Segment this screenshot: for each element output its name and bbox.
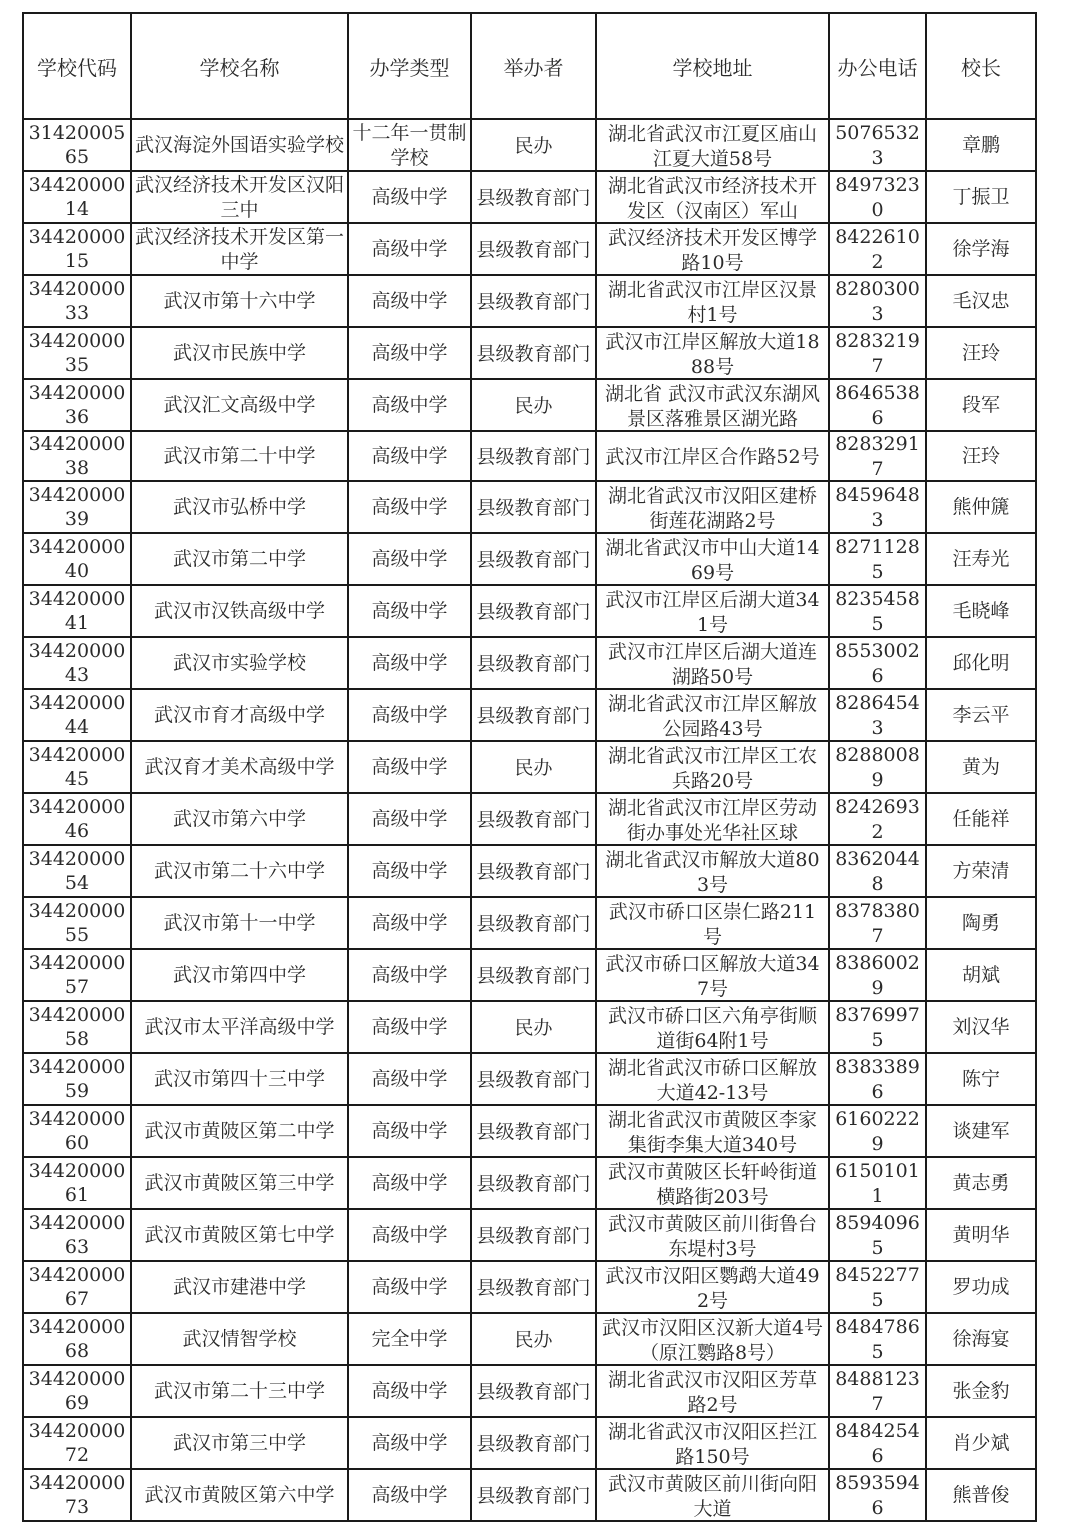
cell-school-code: 3442000038 [23,431,131,481]
cell-school-name: 武汉市第四中学 [131,949,348,1001]
table-row [23,897,1036,949]
table-row [23,1469,1036,1521]
cell-school-code: 3442000040 [23,533,131,585]
table-row [23,275,1036,327]
cell-address: 武汉市黄陂区前川街向阳大道 [596,1469,829,1521]
header-row [23,13,1036,119]
cell-school-name: 武汉市建港中学 [131,1261,348,1313]
table-row [23,1365,1036,1417]
cell-organizer: 县级教育部门 [471,1053,596,1105]
cell-phone: 82832197 [829,327,926,379]
cell-school-type: 高级中学 [348,1105,471,1157]
header-school-code: 学校代码 [23,13,131,119]
cell-school-type: 高级中学 [348,1261,471,1313]
cell-principal: 汪玲 [926,431,1036,481]
table-row [23,1313,1036,1365]
cell-school-code: 3442000014 [23,171,131,223]
cell-school-code: 3442000073 [23,1469,131,1521]
cell-organizer: 县级教育部门 [471,1105,596,1157]
cell-school-name: 武汉市黄陂区第七中学 [131,1209,348,1261]
cell-principal: 肖少斌 [926,1417,1036,1469]
cell-phone: 83833896 [829,1053,926,1105]
cell-school-name: 武汉市第十一中学 [131,897,348,949]
table-row [23,481,1036,533]
cell-phone: 84881237 [829,1365,926,1417]
cell-organizer: 民办 [471,741,596,793]
cell-school-code: 3442000055 [23,897,131,949]
cell-phone: 82880089 [829,741,926,793]
cell-organizer: 县级教育部门 [471,949,596,1001]
cell-address: 湖北省武汉市江岸区劳动街办事处光华社区球 [596,793,829,845]
cell-school-name: 武汉市第三中学 [131,1417,348,1469]
table-row [23,793,1036,845]
cell-address: 湖北省武汉市中山大道1469号 [596,533,829,585]
cell-principal: 陶勇 [926,897,1036,949]
cell-school-code: 3442000046 [23,793,131,845]
cell-address: 武汉市江岸区解放大道1888号 [596,327,829,379]
table-row [23,379,1036,431]
cell-address: 武汉市硚口区解放大道347号 [596,949,829,1001]
cell-school-name: 武汉市第十六中学 [131,275,348,327]
cell-address: 湖北省武汉市江岸区解放公园路43号 [596,689,829,741]
cell-principal: 李云平 [926,689,1036,741]
cell-school-name: 武汉市黄陂区第六中学 [131,1469,348,1521]
cell-school-name: 武汉市第六中学 [131,793,348,845]
table-row [23,1105,1036,1157]
cell-school-code: 3442000059 [23,1053,131,1105]
cell-address: 武汉市江岸区合作路52号 [596,431,829,481]
cell-school-type: 高级中学 [348,897,471,949]
cell-address: 武汉市江岸区后湖大道连湖路50号 [596,637,829,689]
cell-school-type: 高级中学 [348,1469,471,1521]
cell-address: 武汉经济技术开发区博学路10号 [596,223,829,275]
cell-address: 武汉市汉阳区汉新大道4号（原江鹦路8号） [596,1313,829,1365]
cell-school-type: 高级中学 [348,637,471,689]
cell-school-name: 武汉育才美术高级中学 [131,741,348,793]
cell-principal: 熊普俊 [926,1469,1036,1521]
cell-address: 湖北省武汉市解放大道803号 [596,845,829,897]
cell-organizer: 县级教育部门 [471,845,596,897]
cell-organizer: 民办 [471,1313,596,1365]
cell-address: 湖北省武汉市经济技术开发区（汉南区）军山 [596,171,829,223]
cell-principal: 汪玲 [926,327,1036,379]
cell-organizer: 县级教育部门 [471,585,596,637]
cell-school-code: 3442000039 [23,481,131,533]
table-row [23,533,1036,585]
cell-school-type: 高级中学 [348,533,471,585]
cell-school-type: 十二年一贯制学校 [348,119,471,171]
cell-address: 武汉市汉阳区鹦鹉大道492号 [596,1261,829,1313]
table-row [23,585,1036,637]
table-row [23,327,1036,379]
cell-organizer: 县级教育部门 [471,481,596,533]
cell-address: 武汉市硚口区六角亭街顺道街64附1号 [596,1001,829,1053]
cell-school-type: 高级中学 [348,1365,471,1417]
cell-address: 湖北省武汉市汉阳区拦江路150号 [596,1417,829,1469]
cell-school-type: 高级中学 [348,1209,471,1261]
cell-school-code: 3442000033 [23,275,131,327]
cell-principal: 毛汉忠 [926,275,1036,327]
cell-school-code: 3442000015 [23,223,131,275]
cell-phone: 85935946 [829,1469,926,1521]
cell-school-name: 武汉市民族中学 [131,327,348,379]
cell-school-code: 3442000068 [23,1313,131,1365]
cell-phone: 50765323 [829,119,926,171]
cell-principal: 黄志勇 [926,1157,1036,1209]
cell-school-name: 武汉市黄陂区第三中学 [131,1157,348,1209]
cell-phone: 84226102 [829,223,926,275]
cell-school-name: 武汉市育才高级中学 [131,689,348,741]
cell-phone: 82711285 [829,533,926,585]
table-row [23,637,1036,689]
cell-school-code: 3442000036 [23,379,131,431]
cell-school-type: 高级中学 [348,327,471,379]
cell-organizer: 县级教育部门 [471,533,596,585]
cell-school-name: 武汉市第二十三中学 [131,1365,348,1417]
cell-address: 湖北省武汉市汉阳区芳草路2号 [596,1365,829,1417]
cell-organizer: 县级教育部门 [471,431,596,481]
cell-principal: 毛晓峰 [926,585,1036,637]
cell-address: 武汉市黄陂区长轩岭街道横路街203号 [596,1157,829,1209]
cell-school-type: 高级中学 [348,1157,471,1209]
cell-school-code: 3442000044 [23,689,131,741]
cell-principal: 丁振卫 [926,171,1036,223]
cell-principal: 罗功成 [926,1261,1036,1313]
cell-principal: 黄明华 [926,1209,1036,1261]
cell-school-code: 3442000043 [23,637,131,689]
cell-organizer: 县级教育部门 [471,897,596,949]
cell-phone: 82832917 [829,431,926,481]
cell-organizer: 县级教育部门 [471,793,596,845]
table-row [23,431,1036,481]
cell-school-type: 高级中学 [348,689,471,741]
cell-school-name: 武汉经济技术开发区第一中学 [131,223,348,275]
cell-principal: 胡斌 [926,949,1036,1001]
cell-school-name: 武汉市黄陂区第二中学 [131,1105,348,1157]
cell-address: 湖北省武汉市硚口区解放大道42-13号 [596,1053,829,1105]
cell-school-type: 高级中学 [348,793,471,845]
cell-principal: 徐学海 [926,223,1036,275]
cell-phone: 83860029 [829,949,926,1001]
header-organizer: 举办者 [471,13,596,119]
cell-school-name: 武汉市第四十三中学 [131,1053,348,1105]
cell-address: 湖北省武汉市江岸区汉景村1号 [596,275,829,327]
cell-school-type: 完全中学 [348,1313,471,1365]
cell-phone: 61501011 [829,1157,926,1209]
cell-phone: 83769975 [829,1001,926,1053]
table-row [23,1001,1036,1053]
header-school-name: 学校名称 [131,13,348,119]
cell-school-code: 3442000067 [23,1261,131,1313]
cell-school-type: 高级中学 [348,949,471,1001]
table-row [23,171,1036,223]
cell-school-name: 武汉市太平洋高级中学 [131,1001,348,1053]
cell-address: 湖北省武汉市汉阳区建桥街莲花湖路2号 [596,481,829,533]
cell-organizer: 县级教育部门 [471,223,596,275]
table-row [23,689,1036,741]
table-row [23,1157,1036,1209]
cell-phone: 83620448 [829,845,926,897]
table-row [23,741,1036,793]
cell-phone: 85530026 [829,637,926,689]
cell-school-code: 3442000060 [23,1105,131,1157]
cell-phone: 84842546 [829,1417,926,1469]
table-row [23,119,1036,171]
cell-school-type: 高级中学 [348,275,471,327]
cell-principal: 汪寿光 [926,533,1036,585]
cell-address: 武汉市黄陂区前川街鲁台东堤村3号 [596,1209,829,1261]
cell-organizer: 县级教育部门 [471,1261,596,1313]
table-row [23,1417,1036,1469]
cell-phone: 84596483 [829,481,926,533]
cell-school-type: 高级中学 [348,171,471,223]
cell-school-code: 3442000041 [23,585,131,637]
cell-phone: 82354585 [829,585,926,637]
cell-organizer: 县级教育部门 [471,1209,596,1261]
cell-school-type: 高级中学 [348,481,471,533]
cell-school-type: 高级中学 [348,845,471,897]
cell-organizer: 县级教育部门 [471,171,596,223]
cell-phone: 82426932 [829,793,926,845]
cell-principal: 陈宁 [926,1053,1036,1105]
cell-phone: 84973230 [829,171,926,223]
cell-school-code: 3142000565 [23,119,131,171]
cell-principal: 章鹏 [926,119,1036,171]
cell-principal: 邱化明 [926,637,1036,689]
cell-principal: 熊仲篪 [926,481,1036,533]
table-row [23,845,1036,897]
cell-address: 湖北省武汉市江岸区工农兵路20号 [596,741,829,793]
cell-organizer: 县级教育部门 [471,689,596,741]
cell-phone: 85940965 [829,1209,926,1261]
cell-school-code: 3442000054 [23,845,131,897]
cell-principal: 张金豹 [926,1365,1036,1417]
cell-school-type: 高级中学 [348,223,471,275]
cell-address: 武汉市江岸区后湖大道341号 [596,585,829,637]
cell-school-name: 武汉汇文高级中学 [131,379,348,431]
cell-principal: 段军 [926,379,1036,431]
cell-organizer: 民办 [471,1001,596,1053]
cell-organizer: 民办 [471,119,596,171]
cell-school-type: 高级中学 [348,585,471,637]
header-address: 学校地址 [596,13,829,119]
cell-school-code: 3442000057 [23,949,131,1001]
cell-school-code: 3442000035 [23,327,131,379]
cell-principal: 黄为 [926,741,1036,793]
school-list-sheet [22,12,1037,1522]
cell-organizer: 县级教育部门 [471,1417,596,1469]
cell-school-name: 武汉市实验学校 [131,637,348,689]
cell-address: 湖北省 武汉市武汉东湖风景区落雅景区湖光路 [596,379,829,431]
cell-organizer: 县级教育部门 [471,327,596,379]
cell-address: 湖北省武汉市黄陂区李家集街李集大道340号 [596,1105,829,1157]
cell-school-name: 武汉市第二十中学 [131,431,348,481]
cell-principal: 谈建军 [926,1105,1036,1157]
table-row [23,949,1036,1001]
table-row [23,1209,1036,1261]
cell-school-name: 武汉经济技术开发区汉阳三中 [131,171,348,223]
cell-principal: 刘汉华 [926,1001,1036,1053]
cell-school-type: 高级中学 [348,741,471,793]
table-row [23,223,1036,275]
cell-phone: 82803003 [829,275,926,327]
cell-organizer: 县级教育部门 [471,637,596,689]
cell-phone: 61602229 [829,1105,926,1157]
cell-school-type: 高级中学 [348,1417,471,1469]
cell-phone: 83783807 [829,897,926,949]
cell-school-name: 武汉市第二十六中学 [131,845,348,897]
cell-school-name: 武汉海淀外国语实验学校 [131,119,348,171]
cell-school-name: 武汉情智学校 [131,1313,348,1365]
cell-address: 武汉市硚口区崇仁路211号 [596,897,829,949]
cell-organizer: 县级教育部门 [471,1469,596,1521]
table-body [23,119,1036,1521]
cell-school-code: 3442000063 [23,1209,131,1261]
cell-school-code: 3442000069 [23,1365,131,1417]
cell-address: 湖北省武汉市江夏区庙山江夏大道58号 [596,119,829,171]
cell-school-name: 武汉市汉铁高级中学 [131,585,348,637]
cell-school-type: 高级中学 [348,1001,471,1053]
cell-organizer: 县级教育部门 [471,1365,596,1417]
cell-organizer: 民办 [471,379,596,431]
cell-school-code: 3442000058 [23,1001,131,1053]
header-school-type: 办学类型 [348,13,471,119]
cell-school-code: 3442000072 [23,1417,131,1469]
school-table [22,12,1037,1522]
cell-school-name: 武汉市弘桥中学 [131,481,348,533]
cell-school-code: 3442000045 [23,741,131,793]
cell-school-name: 武汉市第二中学 [131,533,348,585]
cell-school-type: 高级中学 [348,379,471,431]
cell-principal: 任能祥 [926,793,1036,845]
cell-principal: 徐海宴 [926,1313,1036,1365]
table-row [23,1261,1036,1313]
cell-phone: 84522775 [829,1261,926,1313]
cell-school-type: 高级中学 [348,1053,471,1105]
header-phone: 办公电话 [829,13,926,119]
cell-school-type: 高级中学 [348,431,471,481]
cell-phone: 86465386 [829,379,926,431]
table-row [23,1053,1036,1105]
cell-phone: 84847865 [829,1313,926,1365]
cell-school-code: 3442000061 [23,1157,131,1209]
cell-phone: 82864543 [829,689,926,741]
cell-organizer: 县级教育部门 [471,1157,596,1209]
cell-organizer: 县级教育部门 [471,275,596,327]
cell-principal: 方荣清 [926,845,1036,897]
header-principal: 校长 [926,13,1036,119]
